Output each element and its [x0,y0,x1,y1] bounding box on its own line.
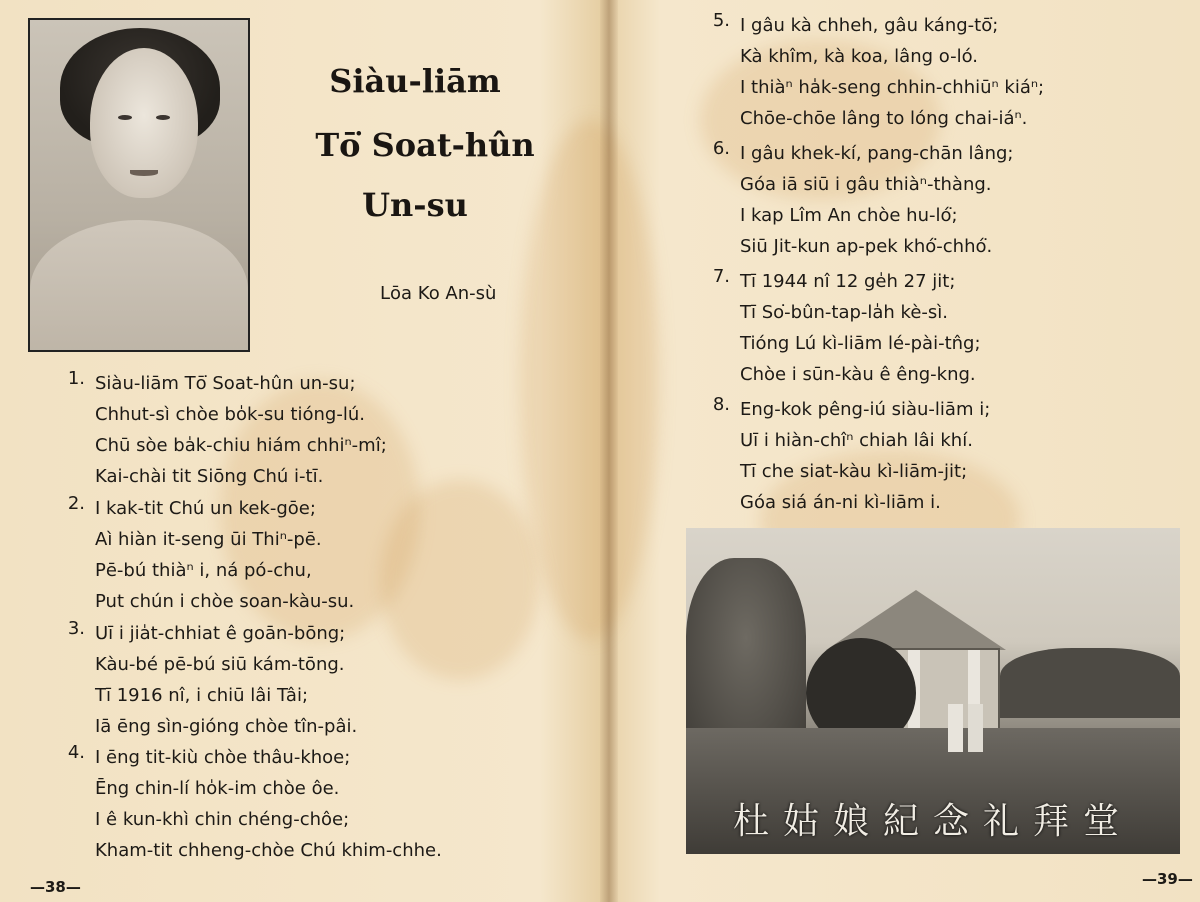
title-line-1: Siàu-liām [329,62,501,100]
stanza-number: 6. [712,138,730,159]
verse-line: Put chún i chòe soan-kàu-su. [95,591,355,612]
verse-line: Iā ēng sìn-gióng chòe tîn-pâi. [95,716,358,737]
verse-line: Ēng chin-lí ho̍k-im chòe ôe. [95,778,340,799]
page-number: —39— [1142,870,1193,888]
verse-line: Aì hiàn it-seng ūi Thiⁿ-pē. [95,529,322,550]
portrait-photo [28,18,250,352]
verse-line: Tī So͘-bûn-tap-la̍h kè-sì. [740,302,949,323]
verse-line: Kàu-bé pē-bú siū kám-tōng. [95,654,345,675]
verse-line: Chòe i sūn-kàu ê êng-kng. [740,364,976,385]
verse-line: I ê kun-khì chin chéng-chôe; [95,809,350,830]
title-line-2: Tō͘ Soat-hûn [315,126,535,164]
stanza-number: 2. [67,493,85,514]
verse-line: I thiàⁿ ha̍k-seng chhin-chhiūⁿ kiáⁿ; [740,77,1045,98]
verse-line: Tī 1916 nî, i chiū lâi Tâi; [95,685,309,706]
verse-line: Eng-kok pêng-iú siàu-liām i; [740,399,991,420]
verse-line: I kak-tit Chú un kek-gōe; [95,498,316,519]
verse-line: Tióng Lú kì-liām lé-pài-tn̂g; [740,333,981,354]
verse-line: I gâu kà chheh, gâu káng-tō͘; [740,15,999,36]
stanza-number: 8. [712,394,730,415]
verse-line: Chū sòe ba̍k-chiu hiám chhiⁿ-mî; [95,435,387,456]
author-name: Lōa Ko An-sù [380,283,497,304]
verse-line: Góa iā siū i gâu thiàⁿ-thàng. [740,174,992,195]
church-photo [686,528,1180,854]
verse-line: Chōe-chōe lâng to lóng chai-iáⁿ. [740,108,1028,129]
verse-line: Tī 1944 nî 12 ge̍h 27 jit; [740,271,956,292]
photo-caption: 杜姑娘紀念礼拜堂 [732,801,1133,842]
stanza-number: 1. [67,368,85,389]
verse-line: I gâu khek-kí, pang-chān lâng; [740,143,1014,164]
stanza-number: 5. [712,10,730,31]
verse-line: Pē-bú thiàⁿ i, ná pó-chu, [95,560,312,581]
stanza-number: 7. [712,266,730,287]
verse-line: Kai-chài tit Siōng Chú i-tī. [95,466,324,487]
verse-line: I ēng tit-kiù chòe thâu-khoe; [95,747,351,768]
verse-line: Siū Jit-kun ap-pek khó͘-chhó͘. [740,236,993,257]
verse-line: Kham-tit chheng-chòe Chú khim-chhe. [95,840,442,861]
verse-line: Tī che siat-kàu kì-liām-jit; [740,461,968,482]
verse-line: Chhut-sì chòe bo̍k-su tióng-lú. [95,404,365,425]
stanza-number: 4. [67,742,85,763]
verse-line: Uī i hiàn-chîⁿ chiah lâi khí. [740,430,973,451]
verse-line: Siàu-liām Tō͘ Soat-hûn un-su; [95,373,356,394]
verse-line: I kap Lîm An chòe hu-ló͘; [740,205,958,226]
verse-line: Góa siá án-ni kì-liām i. [740,492,941,513]
stanza-number: 3. [67,618,85,639]
page-number: —38— [30,878,81,896]
verse-line: Kà khîm, kà koa, lâng o-ló. [740,46,979,67]
verse-line: Uī i jia̍t-chhiat ê goān-bōng; [95,623,346,644]
title-line-3: Un-su [362,186,468,224]
